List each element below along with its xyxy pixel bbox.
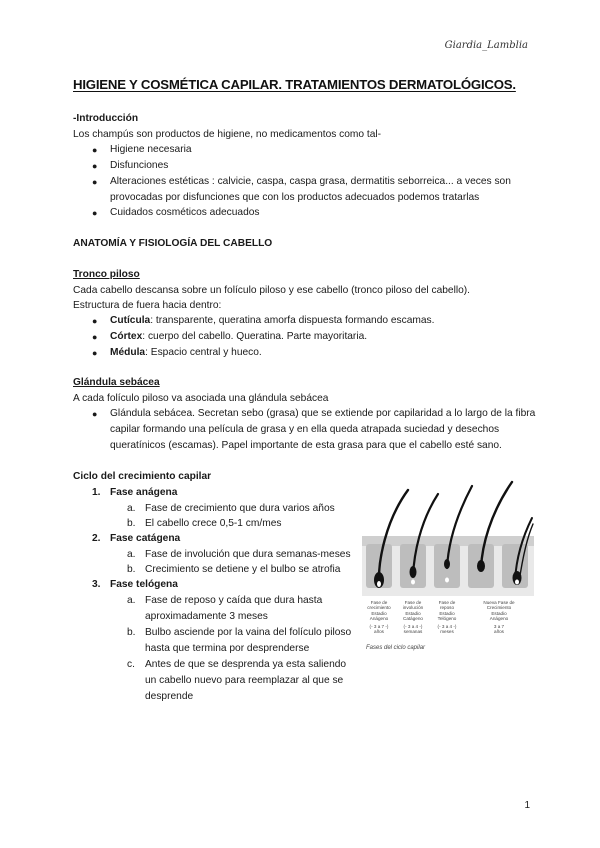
definition: : Espacio central y hueco. (145, 347, 262, 358)
bullet-dot: ● (92, 177, 98, 187)
label-l3: Estadio (405, 611, 421, 616)
intro-lead: Los champús son productos de higiene, no medicamentos como tal- (73, 129, 382, 140)
label-l4: Anágeno (489, 616, 509, 621)
intro-heading: -Introducción (73, 113, 139, 124)
sub-text: un cabello nuevo para reemplazar al que se (145, 675, 344, 686)
tronco-line: Estructura de fuera hacia dentro: (73, 300, 222, 311)
glandula-bullet: Glándula sebácea. Secretan sebo (grasa) que se extiende por capilaridad a lo largo de la fibra (110, 408, 536, 419)
glandula-bullet-continued: capilar formando una película de grasa y en ella queda atrapada suciedad y desechos (110, 424, 500, 435)
sub-text: Antes de que se desprenda ya esta saliendo (145, 659, 347, 670)
label-l3: Estadio (439, 611, 455, 616)
sub-letter: b. (127, 564, 136, 575)
sub-text: Fase de crecimiento que dura varios años (145, 503, 335, 514)
tronco-item (110, 346, 262, 360)
sub-letter: b. (127, 627, 136, 638)
label-l1: Nueva Fase de (483, 600, 515, 605)
glandula-heading: Glándula sebácea (73, 377, 160, 388)
label-l4: Catágeno (403, 616, 423, 621)
glandula-bullet-continued: queratínicos (escamas). Papel importante de esta grasa para que el cabello esté sano. (110, 440, 502, 451)
hair-cycle-figure (362, 480, 534, 656)
phase-number: 2. (92, 533, 101, 544)
label-l4: Telógeno (437, 616, 457, 621)
anatomy-heading: ANATOMÍA Y FISIOLOGÍA DEL CABELLO (73, 238, 273, 249)
sub-letter: c. (127, 659, 135, 670)
glandula-line: A cada folículo piloso va asociada una glándula sebácea (73, 393, 329, 404)
tronco-heading: Tronco piloso (73, 269, 140, 280)
bullet-dot: ● (92, 332, 98, 342)
label-l2: reposo (439, 605, 455, 610)
sub-letter: a. (127, 503, 136, 514)
label-duration: (- 3 a 7 -) (369, 624, 389, 629)
label-duration: (- 3 a 4 -) (403, 624, 423, 629)
label-l3: Estadio (371, 611, 387, 616)
definition: : transparente, queratina amorfa dispuesta formando escamas. (150, 315, 435, 326)
bullet-dot: ● (92, 161, 98, 171)
sub-text: Crecimiento se detiene y el bulbo se atrofia (145, 564, 341, 575)
sub-text: desprende (145, 691, 194, 702)
label-duration-unit: años (374, 629, 384, 634)
sub-text: El cabello crece 0,5-1 cm/mes (145, 518, 282, 529)
label-l2: Crecimiento (486, 605, 512, 610)
label-duration-unit: años (494, 629, 504, 634)
term: Cutícula (110, 315, 151, 326)
sub-letter: a. (127, 595, 136, 606)
phase-number: 3. (92, 579, 101, 590)
intro-bullet: Higiene necesaria (110, 144, 192, 155)
page-title: HIGIENE Y COSMÉTICA CAPILAR. TRATAMIENTOS DERMATOLÓGICOS. (73, 77, 516, 92)
phase-name: Fase catágena (110, 533, 181, 544)
figure-labels (367, 600, 515, 634)
label-l3: Estadio (491, 611, 507, 616)
bullet-dot: ● (92, 145, 98, 155)
label-duration: 3 a 7 (493, 624, 505, 629)
tronco-item (110, 314, 434, 328)
intro-bullet: Disfunciones (110, 160, 169, 171)
label-duration: (- 3 a 4 -) (437, 624, 457, 629)
sub-text: Fase de involución que dura semanas-meses (145, 549, 351, 560)
page-number: 1 (524, 800, 530, 811)
tronco-line: Cada cabello descansa sobre un folículo piloso y ese cabello (tronco piloso del cabello). (73, 285, 470, 296)
author-header: Giardia_Lamblia (444, 40, 528, 51)
label-duration-unit: meses (440, 629, 454, 634)
intro-bullet-continued: provocadas por disfunciones que con los productos adecuados podemos tratarlas (110, 192, 480, 203)
label-l1: Fase de (370, 600, 388, 605)
tronco-item (110, 330, 367, 344)
ciclo-heading: Ciclo del crecimiento capilar (73, 471, 212, 482)
bullet-dot: ● (92, 208, 98, 218)
phase-name: Fase anágena (110, 487, 178, 498)
sub-text: hasta que termina por desprenderse (145, 643, 310, 654)
phase-name: Fase telógena (110, 579, 178, 590)
label-l2: involución (402, 605, 424, 610)
term: Córtex (110, 331, 143, 342)
label-l4: Anágeno (369, 616, 389, 621)
label-l1: Fase de (438, 600, 456, 605)
label-l1: Fase de (404, 600, 422, 605)
sub-text: aproximadamente 3 meses (145, 611, 268, 622)
intro-bullet: Cuidados cosméticos adecuados (110, 207, 260, 218)
sub-text: Fase de reposo y caída que dura hasta (145, 595, 323, 606)
sub-letter: b. (127, 518, 136, 529)
sub-text: Bulbo asciende por la vaina del folículo piloso (145, 627, 352, 638)
intro-bullet: Alteraciones estéticas : calvicie, caspa, caspa grasa, dermatitis seborreica... a veces son (110, 176, 511, 187)
definition: : cuerpo del cabello. Queratina. Parte mayoritaria. (142, 331, 368, 342)
figure-caption: Fases del ciclo capilar (366, 645, 426, 651)
sub-letter: a. (127, 549, 136, 560)
phase-number: 1. (92, 487, 101, 498)
label-duration-unit: semanas (403, 629, 423, 634)
bullet-dot: ● (92, 316, 98, 326)
bullet-dot: ● (92, 409, 98, 419)
label-l2: crecimiento (367, 605, 391, 610)
term: Médula (110, 347, 146, 358)
bullet-dot: ● (92, 348, 98, 358)
